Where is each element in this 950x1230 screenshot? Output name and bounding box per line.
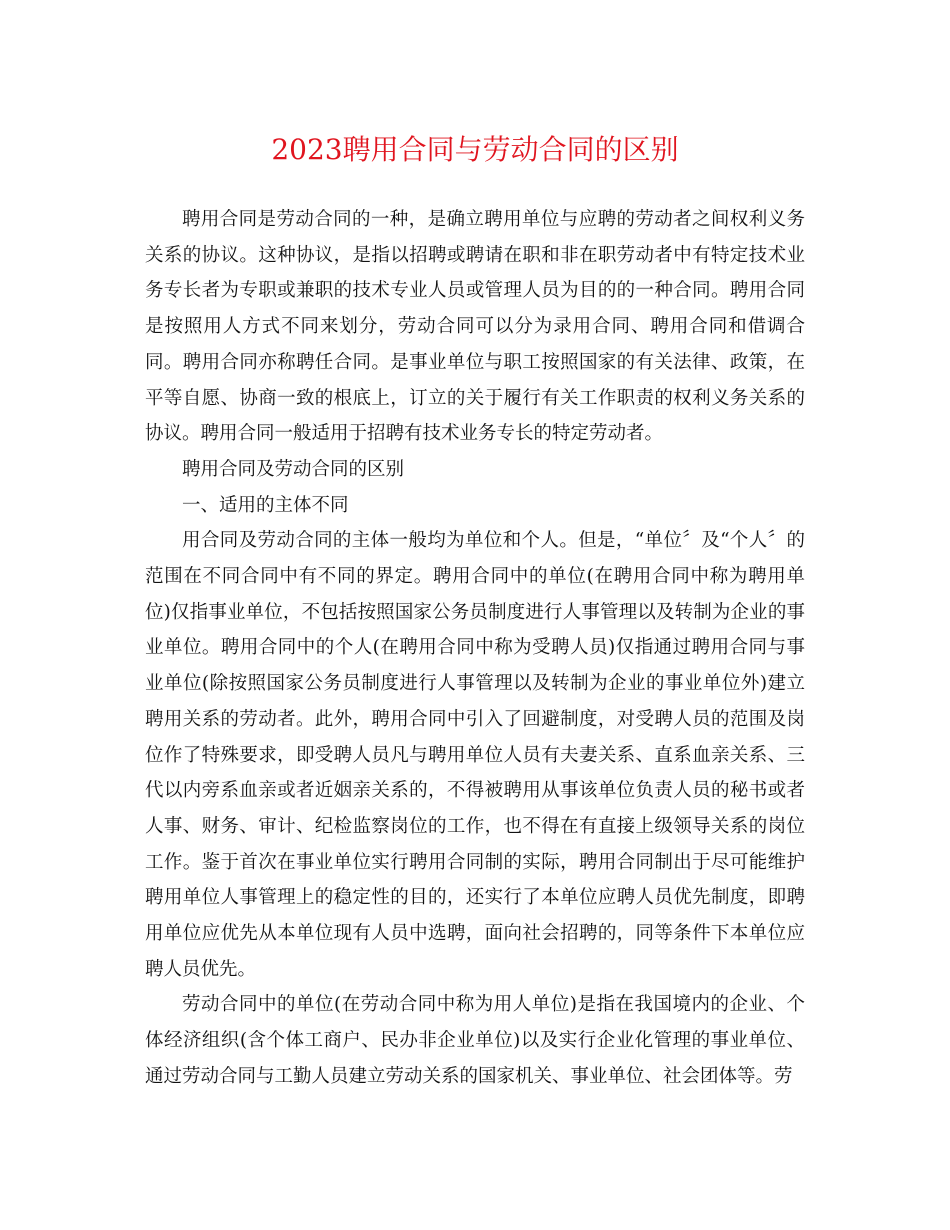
paragraph-section-heading: 聘用合同及劳动合同的区别 — [182, 458, 405, 480]
paragraph-employment-subject: 用合同及劳动合同的主体一般均为单位和个人。但是，“单位〞及“个人〞的范围在不同合同中有不同的界定。聘用合同中的单位(在聘用合同中称为聘用单位)仅指事业单位，不包括按照国家公务员制度进行人事管理以及转制为企业的事业单位。聘用合同中的个人(在聘用合同中称为受聘人员)仅指通过聘用合同与事业单位(除按照国家公务员制度进行人事管理以及转制为企业的事业单位外)建立聘用关系的劳动者。此外，聘用合同中引入了回避制度，对受聘人员的范围及岗位作了特殊要求，即受聘人员凡与聘用单位人员有夫妻关系、直系血亲关系、三代以内旁系血亲或者近姻亲关系的，不得被聘用从事该单位负责人员的秘书或者人事、财务、审计、纪检监察岗位的工作，也不得在有直接上级领导关系的岗位工作。鉴于首次在事业单位实行聘用合同制的实际，聘用合同制出于尽可能维护聘用单位人事管理上的稳定性的目的，还实行了本单位应聘人员优先制度，即聘用单位应优先从本单位现有人员中选聘，面向社会招聘的，同等条件下本单位应聘人员优先。 — [145, 530, 805, 980]
paragraph-labor-contract-unit: 劳动合同中的单位(在劳动合同中称为用人单位)是指在我国境内的企业、个体经济组织(含个体工商户、民办非企业单位)以及实行企业化管理的事业单位、通过劳动合同与工勤人员建立劳动关系的国家机关、事业单位、社会团体等。劳 — [145, 994, 805, 1087]
document-body — [145, 202, 805, 1095]
document-title: 2023聘用合同与劳动合同的区别 — [271, 133, 679, 166]
paragraph-subheading-1: 一、适用的主体不同 — [182, 494, 349, 516]
paragraph-intro: 聘用合同是劳动合同的一种，是确立聘用单位与应聘的劳动者之间权利义务关系的协议。这种协议，是指以招聘或聘请在职和非在职劳动者中有特定技术业务专长者为专职或兼职的技术专业人员或管理人员为目的的一种合同。聘用合同是按照用人方式不同来划分，劳动合同可以分为录用合同、聘用合同和借调合同。聘用合同亦称聘任合同。是事业单位与职工按照国家的有关法律、政策，在平等自愿、协商一致的根底上，订立的关于履行有关工作职责的权利义务关系的协议。聘用合同一般适用于招聘有技术业务专长的特定劳动者。 — [145, 209, 805, 445]
